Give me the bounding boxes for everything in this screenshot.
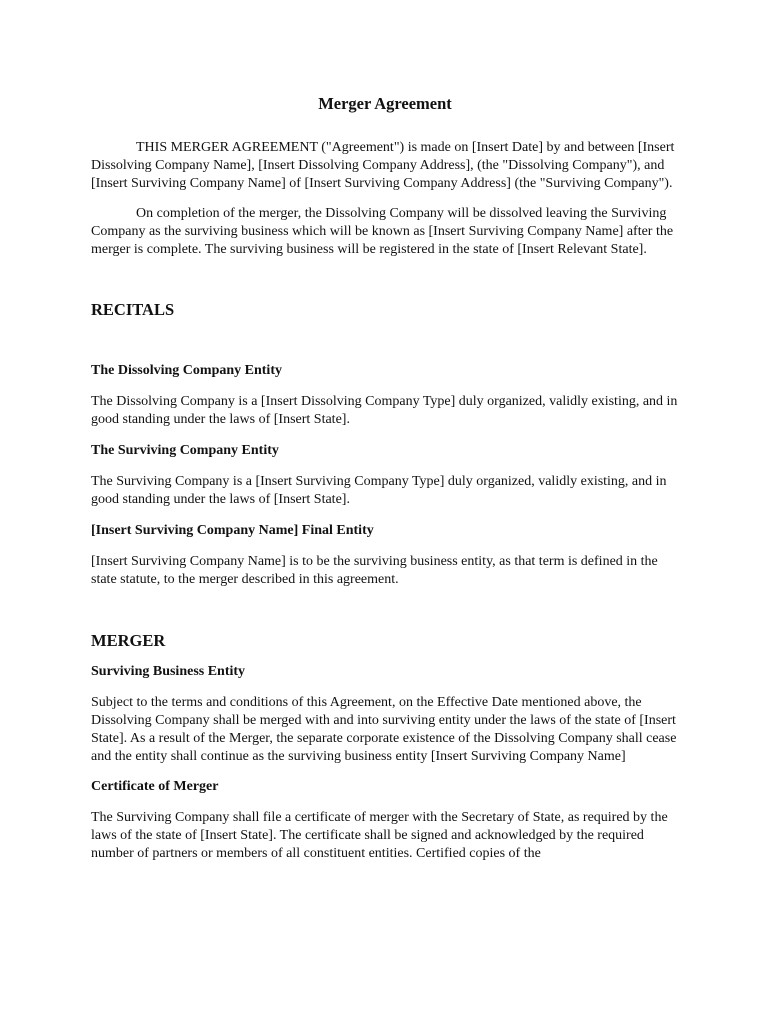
dissolving-entity-text: The Dissolving Company is a [Insert Dissolving Company Type] duly organized, validly existing, and in good standing under the laws of [Insert State]. bbox=[91, 394, 678, 427]
certificate-heading: Certificate of Merger bbox=[91, 779, 219, 794]
surviving-business-text: Subject to the terms and conditions of this Agreement, on the Effective Date mentioned above, the Dissolving Company shall be merged with and into surviving entity under the laws of the state of [Insert State]. As a result of the Merger, the separate corporate existence of the Dissolving Company shall cease and the entity shall continue as the surviving business entity [Insert Surviving Company Name] bbox=[91, 695, 677, 764]
certificate-text: The Surviving Company shall file a certificate of merger with the Secretary of State, as required by the laws of the state of [Insert State]. The certificate shall be signed and acknowledged by the required number of partners or members of all constituent entities. Certified copies of the bbox=[91, 810, 668, 861]
recitals-heading: RECITALS bbox=[91, 300, 175, 319]
surviving-business-heading: Surviving Business Entity bbox=[91, 664, 246, 679]
intro-paragraph: THIS MERGER AGREEMENT ("Agreement") is made on [Insert Date] by and between [Insert Dissolving Company Name], [Insert Dissolving Company Address], (the "Dissolving Company"), and [Insert Surviving Company Name] of [Insert Surviving Company Address] (the "Surviving Company"). bbox=[91, 140, 675, 191]
completion-paragraph: On completion of the merger, the Dissolving Company will be dissolved leaving the Surviving Company as the surviving business which will be known as [Insert Surviving Company Name] after the merger is complete. The surviving business will be registered in the state of [Insert Relevant State]. bbox=[91, 206, 674, 257]
surviving-entity-heading: The Surviving Company Entity bbox=[91, 443, 279, 458]
document-body bbox=[91, 139, 681, 863]
final-entity-text: [Insert Surviving Company Name] is to be the surviving business entity, as that term is defined in the state statute, to the merger described in this agreement. bbox=[91, 554, 658, 587]
merger-heading: MERGER bbox=[91, 631, 166, 650]
surviving-entity-text: The Surviving Company is a [Insert Surviving Company Type] duly organized, validly existing, and in good standing under the laws of [Insert State]. bbox=[91, 474, 667, 507]
document-title: Merger Agreement bbox=[318, 94, 452, 113]
final-entity-heading: [Insert Surviving Company Name] Final Entity bbox=[91, 523, 374, 538]
dissolving-entity-heading: The Dissolving Company Entity bbox=[91, 363, 282, 378]
